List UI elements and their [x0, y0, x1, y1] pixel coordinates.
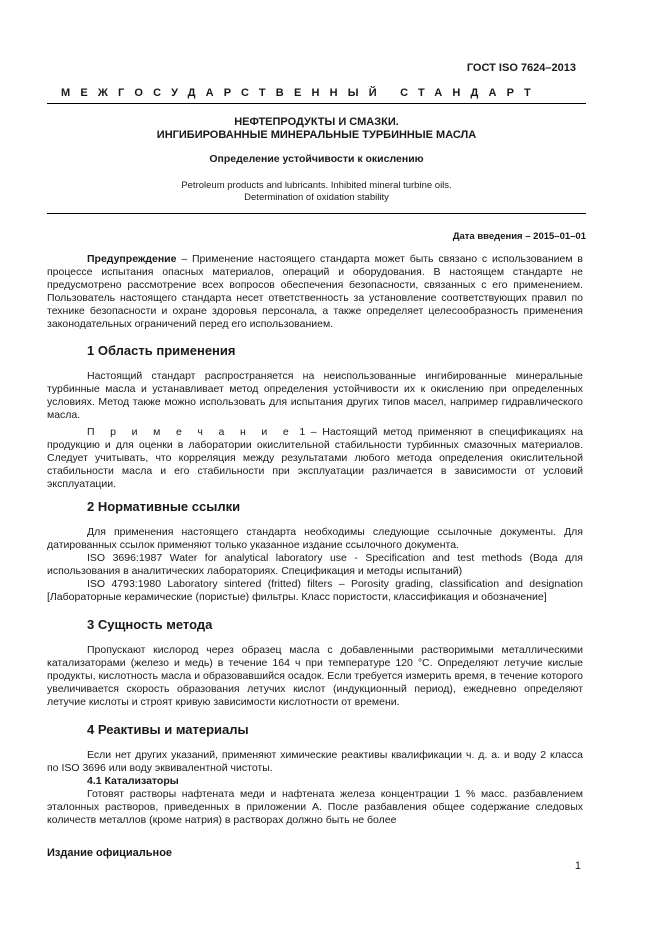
warning-text: – Применение настоящего стандарта может быть связано с использованием в процессе испытания опасных материалов, операций и оборудования. В настоящем стандарте не предусмотрено рассмотрение всех вопросов обеспечения безопасности, связанных с его применением. Пользователь настоящего стандарта несет ответственность за установление соответствующих правил по технике безопасности и охране здоровья персонала, а также определяет целесообразность применения законодательных ограничений перед его использованием. — [47, 253, 583, 330]
section-1-body — [47, 370, 583, 491]
section-2-paragraph-3: ISO 4793:1980 Laboratory sintered (fritted) filters – Porosity grading, classification and designation [Лабораторные керамические (пористые) фильтры. Класс пористости, классификация и обозначение] — [47, 578, 583, 603]
subsection-4-1-heading: 4.1 Катализаторы — [87, 775, 179, 787]
standard-banner: МЕЖГОСУДАРСТВЕННЫЙ СТАНДАРТ — [61, 87, 541, 99]
section-4-body — [47, 749, 583, 827]
standard-code: ГОСТ ISO 7624–2013 — [466, 62, 576, 74]
title-line-2: ИНГИБИРОВАННЫЕ МИНЕРАЛЬНЫЕ ТУРБИННЫЕ МАСЛА — [156, 129, 477, 141]
note-label: П р и м е ч а н и е — [87, 426, 294, 438]
section-2-paragraph-1: Для применения настоящего стандарта необходимы следующие ссылочные документы. Для датированных ссылок применяют только указанное издание ссылочного документа. — [47, 526, 583, 551]
subtitle: Определение устойчивости к окислению — [209, 153, 424, 165]
section-3-paragraph: Пропускают кислород через образец масла с добавленными растворимыми металлическими катализаторами (железо и медь) в течение 164 ч при температуре 120 °С. Определяют летучие кислые продукты, кислотность масла и образовавшийся осадок. Если требуется измерить время, в течение которого увеличивается скорость образования летучих кислот (индукционный период), ежедневно определяют летучие кислоты и строят кривую зависимости кислотности от времени. — [47, 644, 583, 708]
warning-label: Предупреждение — [87, 253, 177, 265]
section-4-paragraph-2: Готовят растворы нафтената меди и нафтената железа концентрации 1 % масс. разбавлением эталонных растворов, приведенных в приложении А. После разбавления общее содержание следовых количеств металлов (кроме натрия) в растворах должно быть не более — [47, 788, 583, 826]
section-2-paragraph-2: ISO 3696:1987 Water for analytical laboratory use - Specification and test methods (Вода для использования в аналитических лабораториях. Спецификация и методы испытаний) — [47, 552, 583, 577]
section-1-note — [47, 426, 583, 491]
page-number: 1 — [574, 860, 581, 872]
section-1-paragraph: Настоящий стандарт распространяется на неиспользованные ингибированные минеральные турбинные масла и устанавливает метод определения устойчивости их к окислению при определенных условиях. Метод также можно использовать для испытания других типов масел, например гидравлического масла. — [47, 370, 583, 421]
english-title-line-1: Petroleum products and lubricants. Inhibited mineral turbine oils. — [181, 180, 452, 191]
effective-date: Дата введения – 2015–01–01 — [452, 231, 586, 242]
english-title-line-2: Determination of oxidation stability — [244, 192, 389, 203]
title-divider — [47, 213, 586, 214]
section-3-heading: 3 Сущность метода — [87, 617, 213, 632]
edition-label: Издание официальное — [47, 847, 173, 859]
section-4-heading: 4 Реактивы и материалы — [87, 722, 249, 737]
warning-paragraph — [47, 253, 583, 331]
section-2-heading: 2 Нормативные ссылки — [87, 499, 241, 514]
section-4-paragraph-1: Если нет других указаний, применяют химические реактивы квалификации ч. д. а. и воду 2 класса по ISO 3696 или воду эквивалентной чистоты. — [47, 749, 583, 774]
top-divider — [47, 103, 586, 104]
title-line-1: НЕФТЕПРОДУКТЫ И СМАЗКИ. — [234, 116, 399, 128]
section-3-body — [47, 644, 583, 709]
section-1-heading: 1 Область применения — [87, 343, 236, 358]
note-text: 1 – Настоящий метод применяют в спецификациях на продукцию и для оценки в лаборатории окислительной стабильности турбинных смазочных материалов. Следует учитывать, что корреляция между результатами любого метода определения окислительной стабильности масла и его стабильности при эксплуатации различается в зависимости от условий эксплуатации. — [47, 426, 583, 490]
warning-block — [47, 253, 583, 331]
section-2-body — [47, 526, 583, 604]
